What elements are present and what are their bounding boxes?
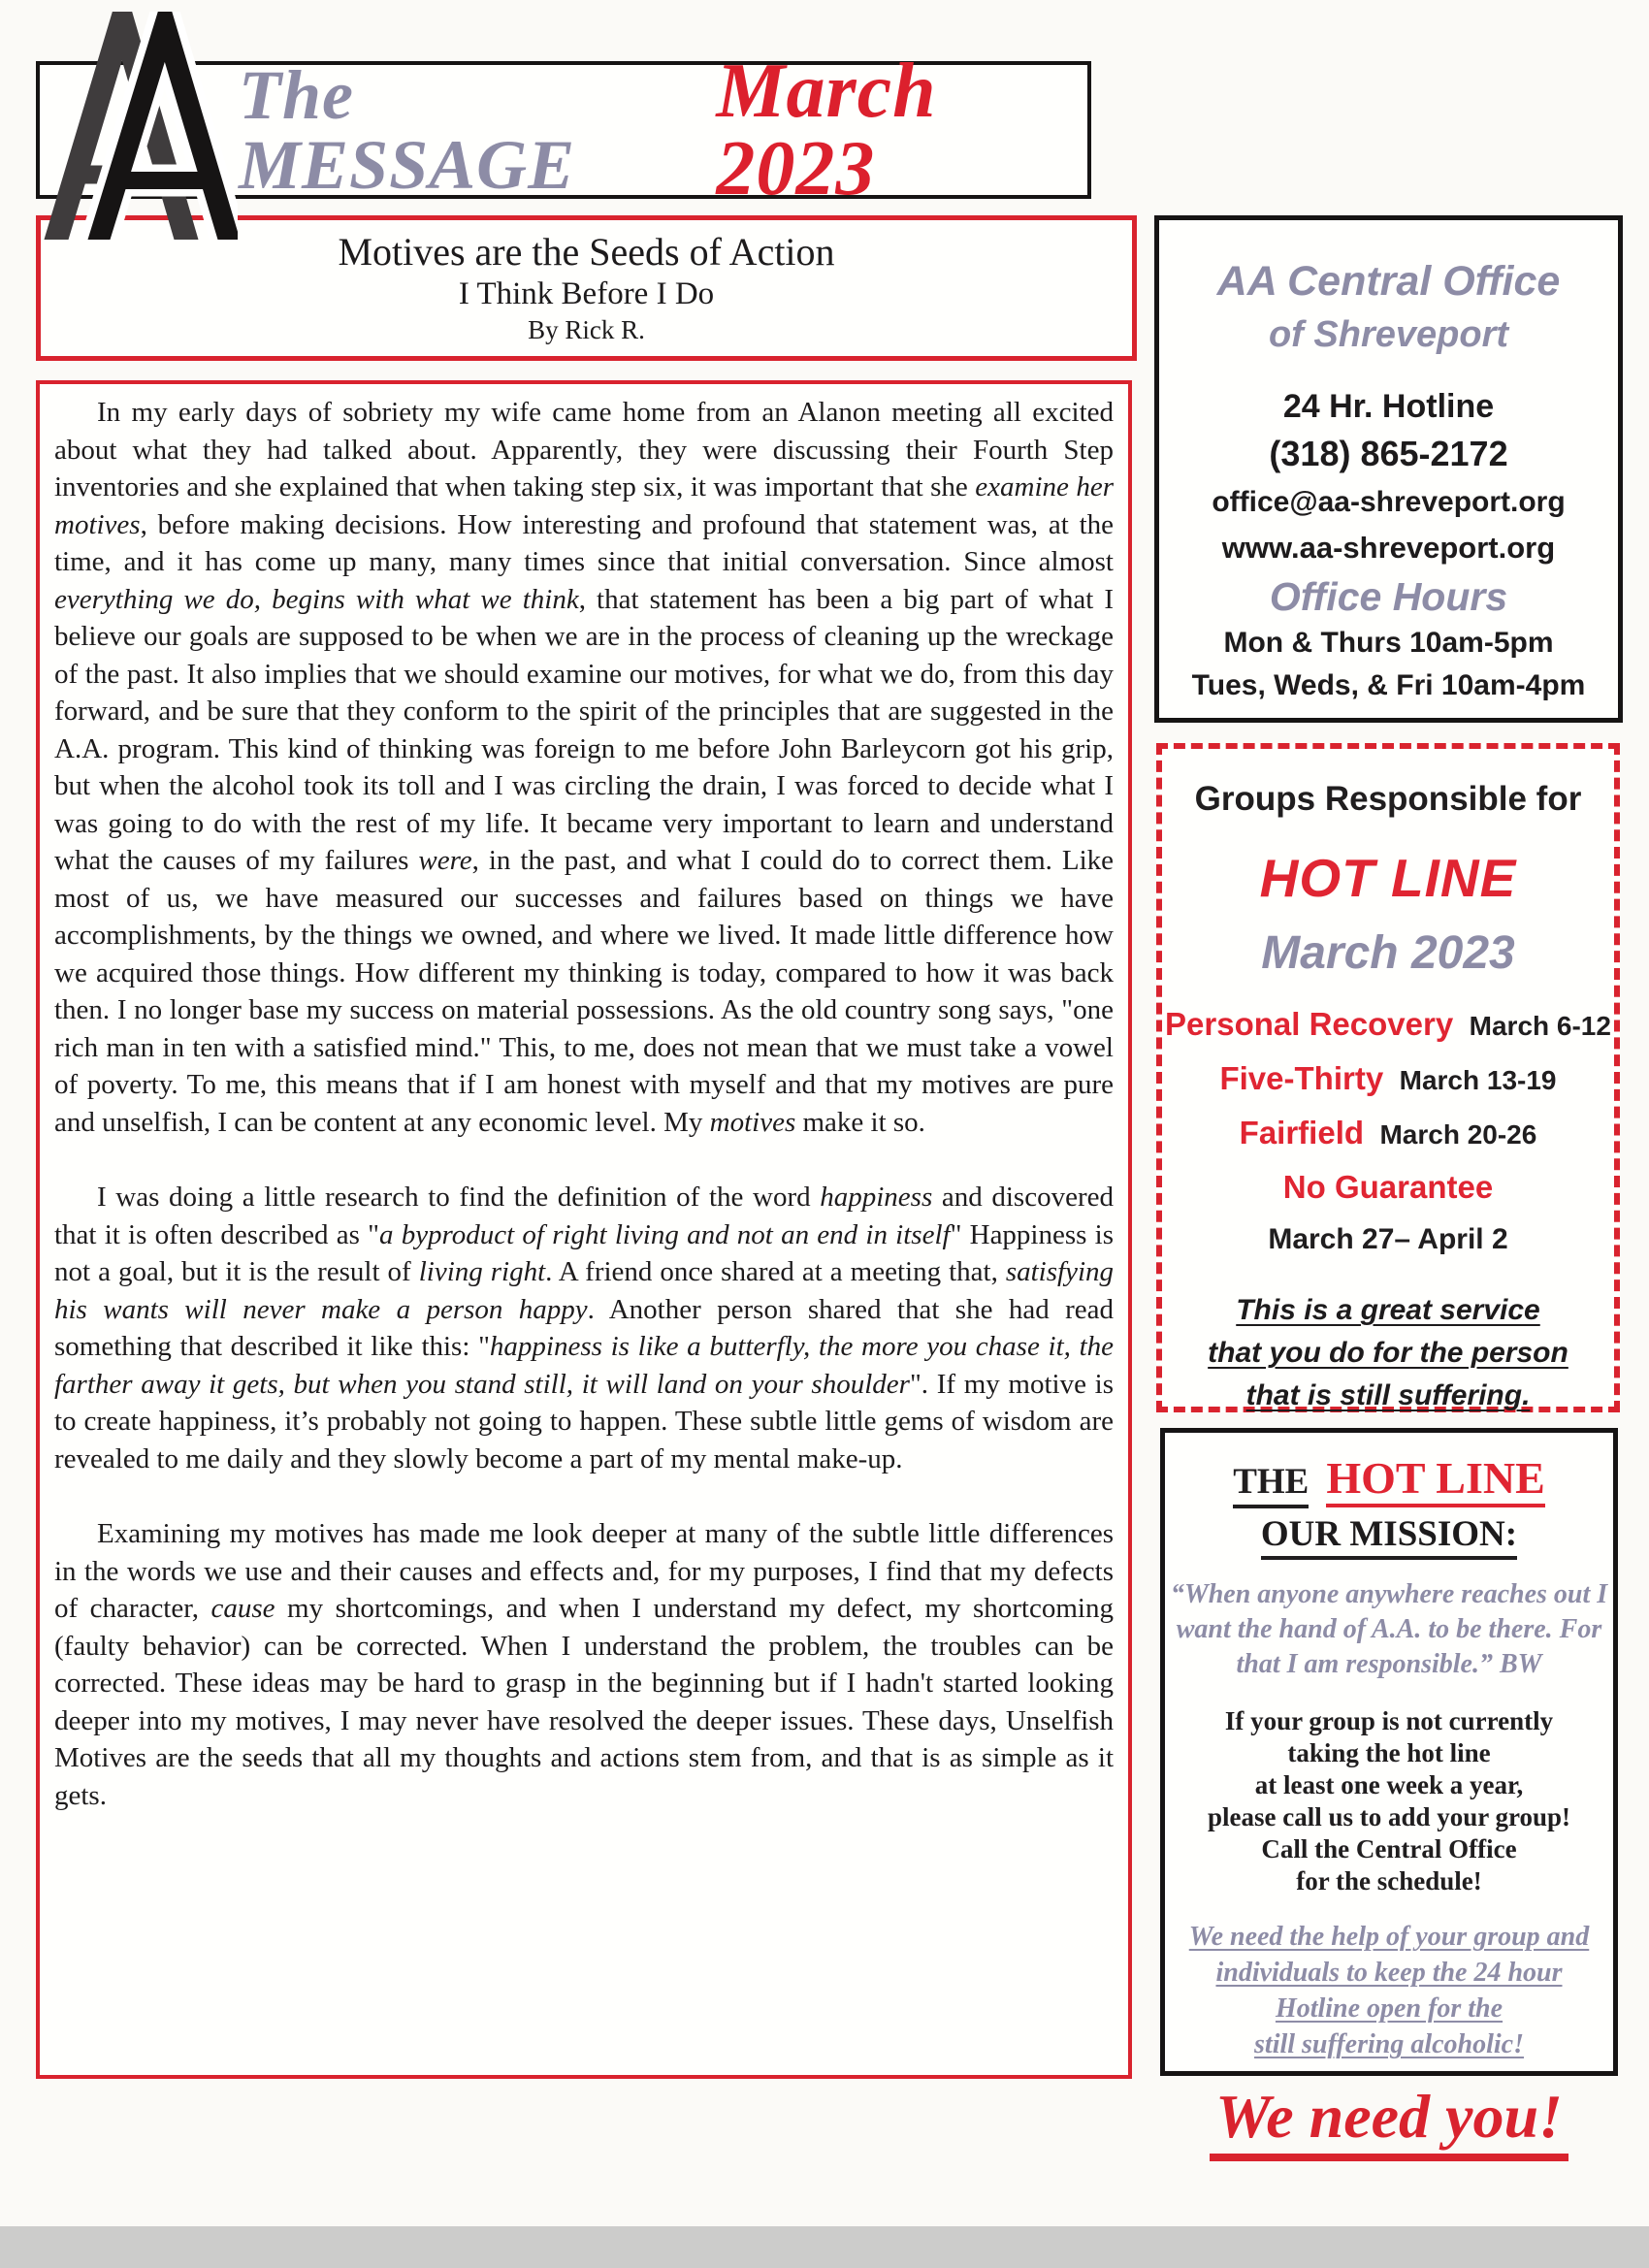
office-hours-line: Tues, Weds, & Fri 10am-4pm — [1191, 669, 1586, 701]
office-hours-line: Mon & Thurs 10am-5pm — [1223, 627, 1554, 659]
hotline-label: 24 Hr. Hotline — [1282, 388, 1495, 425]
central-office-box — [1154, 215, 1623, 723]
hotline-mission-box — [1160, 1428, 1618, 2151]
quote-line: “When anyone anywhere reaches out I — [1170, 1579, 1608, 1609]
article-subtitle: I Think Before I Do — [458, 276, 715, 311]
note-line: that you do for the person — [1208, 1337, 1568, 1369]
note-line: This is a great service — [1236, 1294, 1540, 1326]
mission-plea — [1165, 1919, 1613, 2062]
hotline-title: HOT LINE — [1259, 848, 1517, 908]
info-line: for the schedule! — [1296, 1866, 1482, 1895]
we-need-you-text: We need you! — [1210, 2086, 1568, 2161]
newsletter-title: The MESSAGE — [239, 56, 576, 204]
mission-quote — [1165, 1577, 1613, 1682]
group-name: Five-Thirty — [1219, 1060, 1384, 1096]
office-website: www.aa-shreveport.org — [1221, 531, 1556, 565]
group-dates: March 27– April 2 — [1268, 1223, 1508, 1255]
mission-subtitle: OUR MISSION: — [1165, 1516, 1613, 1552]
info-line: taking the hot line — [1287, 1738, 1491, 1767]
hotline-group-row — [1162, 1060, 1614, 1097]
note-line: that is still suffering. — [1245, 1379, 1531, 1411]
mission-cta — [1165, 2082, 1613, 2161]
aa-logo-graphic — [39, 12, 238, 240]
hotline-phone-number: (318) 865-2172 — [1269, 434, 1508, 473]
article-body — [36, 380, 1132, 2079]
article-paragraph: In my early days of sobriety my wife came home from an Alanon meeting all excited about what they had talked about. Apparently, they were discussing their Fourth Step inventories and she explained that when taking step six, it was important that she examine her motives, before making decisions. How interesting and profound that statement was, at the time, and it has come up many, many times since that initial conversation. Since almost everything we do, begins with what we think, that statement has been a big part of what I believe our goals are supposed to be when we are in the process of cleaning up the wreckage of the past. It also implies that we should examine our motives, for what we do, from this day forward, and be sure that they conform to the spirit of the principles that are suggested in the A.A. program. This kind of thinking was foreign to me before John Barleycorn got his grip, but when the alcohol took its toll and I was circling the drain, I was forced to decide what I was going to do with the rest of my life. It became very important to learn and understand what the causes of my failures were, in the past, and what I could do to correct them. Like most of us, we have measured our successes and failures based on things we have accomplishments, by the things we owned, and where we lived. It made little difference how we acquired those things. How different my thinking is today, compared to how it was back then. I no longer base my success on material possessions. As the old country song says, "one rich man in ten with a satisfied mind." This, to me, does not mean that we must take a vowel of poverty. To me, this means that if I am honest with myself and that my motives are pure and unselfish, I can be content at any economic level. My motives make it so. — [54, 397, 1114, 1138]
mission-title-the: THE — [1233, 1462, 1309, 1508]
info-line: at least one week a year, — [1254, 1770, 1524, 1799]
plea-line: We need the help of your group and — [1188, 1922, 1590, 1952]
article-paragraph: Examining my motives has made me look deeper at many of the subtle little differences in the words we use and their causes and effects and, for my purposes, I find that my defects of character, cause my shortcomings, and when I understand my defect, my shortcoming (faulty behavior) can be corrected. When I understand the problem, the troubles can be corrected. These ideas may be hard to grasp in the beginning but if I hadn't started looking deeper into my motives, I may never have resolved the deeper issues. These days, Unselfish Motives are the seeds that all my thoughts and actions stem from, and that is as simple as it gets. — [54, 1518, 1114, 1811]
plea-line: still suffering alcoholic! — [1254, 2029, 1524, 2059]
mission-title — [1165, 1453, 1613, 1503]
mission-info — [1165, 1705, 1613, 1897]
issue-date: March 2023 — [716, 49, 937, 211]
info-line: please call us to add your group! — [1207, 1802, 1571, 1831]
group-name: Personal Recovery — [1165, 1006, 1454, 1042]
group-dates: March 13-19 — [1399, 1065, 1557, 1095]
hotline-group-row — [1162, 1006, 1614, 1043]
hotline-group-row — [1162, 1115, 1614, 1151]
mission-title-hotline: HOT LINE — [1326, 1453, 1544, 1507]
office-hours-title: Office Hours — [1269, 574, 1508, 619]
hotline-group-row — [1162, 1169, 1614, 1206]
group-dates: March 6-12 — [1469, 1011, 1611, 1041]
group-name: No Guarantee — [1282, 1169, 1494, 1205]
plea-line: Hotline open for the — [1275, 1993, 1504, 2024]
hotline-group-dates-row — [1162, 1223, 1614, 1256]
scan-edge-band — [0, 2226, 1649, 2268]
hotline-service-note — [1162, 1289, 1614, 1417]
aa-monogram-logo — [39, 12, 238, 240]
hotline-month: March 2023 — [1261, 927, 1515, 979]
group-name: Fairfield — [1239, 1115, 1365, 1150]
hotline-groups-heading: Groups Responsible for — [1194, 780, 1582, 818]
quote-line: want the hand of A.A. to be there. For — [1176, 1614, 1602, 1644]
article-title: Motives are the Seeds of Action — [338, 230, 835, 274]
central-office-title: AA Central Office — [1216, 258, 1561, 305]
central-office-subtitle: of Shreveport — [1268, 314, 1509, 355]
article-byline: By Rick R. — [528, 314, 645, 344]
hotline-groups-box — [1156, 743, 1620, 1412]
plea-line: individuals to keep the 24 hour — [1215, 1958, 1563, 1988]
article-paragraph: I was doing a little research to find the definition of the word happiness and discovered that it is often described as "a byproduct of right living and not an end in itself" Happiness is not a goal, but it is the result of living right. A friend once shared at a meeting that, satisfying his wants will never make a person happy. Another person shared that she had read something that described it like this: "happiness is like a butterfly, the more you chase it, the farther away it gets, but when you stand still, it will land on your shoulder". If my motive is to create happiness, it’s probably not going to happen. These subtle little gems of wisdom are revealed to me daily and they slowly become a part of my mental make-up. — [54, 1182, 1114, 1474]
info-line: If your group is not currently — [1224, 1706, 1554, 1735]
info-line: Call the Central Office — [1261, 1834, 1517, 1863]
office-email-address: office@aa-shreveport.org — [1212, 486, 1566, 518]
group-dates: March 20-26 — [1379, 1119, 1537, 1150]
quote-line: that I am responsible.” BW — [1236, 1649, 1542, 1679]
